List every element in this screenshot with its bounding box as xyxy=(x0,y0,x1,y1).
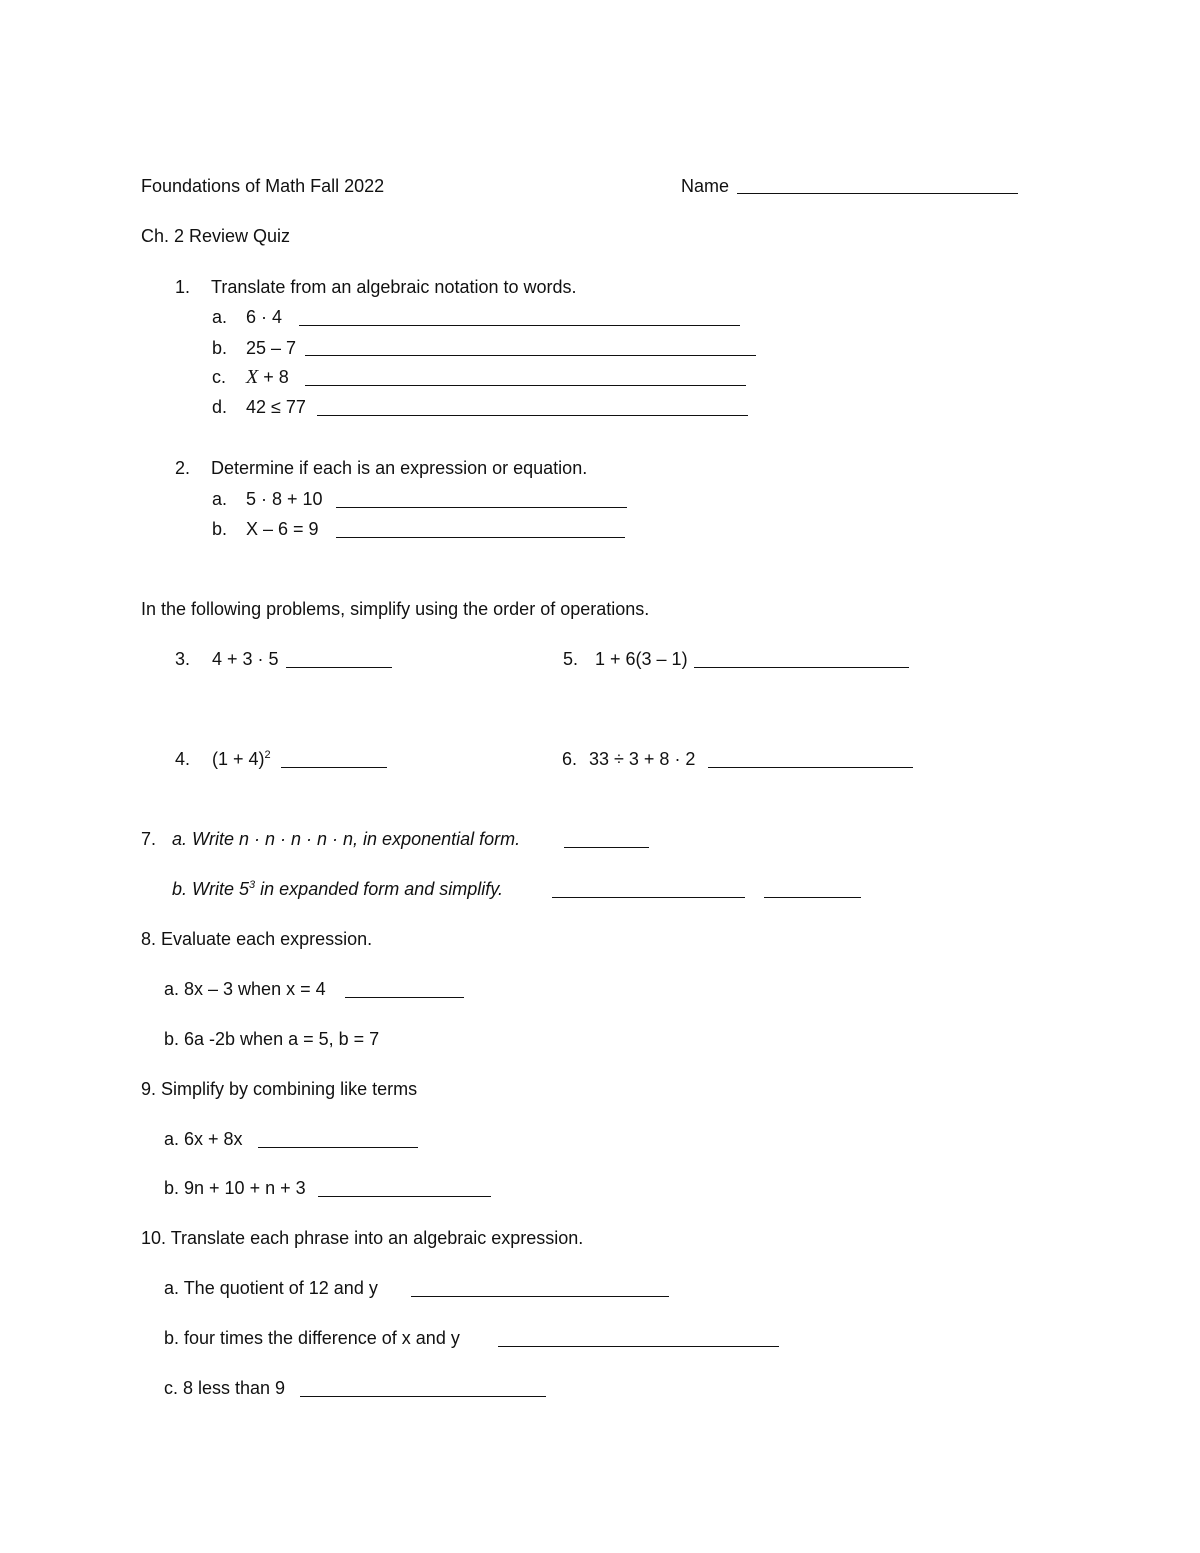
q7-number: 7. xyxy=(141,829,157,849)
q1b-expression: 25 – 7 xyxy=(246,338,297,358)
q1-prompt: Translate from an algebraic notation to words. xyxy=(211,277,577,297)
q7b-simplified-blank[interactable] xyxy=(764,897,861,898)
q2a-letter: a. xyxy=(212,489,228,509)
q3-number: 3. xyxy=(175,649,191,669)
q6-expression: 33 ÷ 3 + 8 · 2 xyxy=(589,749,696,769)
q8a-answer-blank[interactable] xyxy=(345,997,464,998)
q10b-text: b. four times the difference of x and y xyxy=(164,1328,460,1348)
q1a-expression: 6 · 4 xyxy=(246,307,283,327)
q8a-text: a. 8x – 3 when x = 4 xyxy=(164,979,326,999)
q7b-text-post: in expanded form and simplify. xyxy=(255,879,503,899)
q1a-answer-blank[interactable] xyxy=(299,325,740,326)
q9b-answer-blank[interactable] xyxy=(318,1196,491,1197)
q1b-answer-blank[interactable] xyxy=(305,355,756,356)
q1b-letter: b. xyxy=(212,338,228,358)
q1c-answer-blank[interactable] xyxy=(305,385,746,386)
q7a-answer-blank[interactable] xyxy=(564,847,649,848)
q2b-expression: X – 6 = 9 xyxy=(246,519,319,539)
q4-base: (1 + 4) xyxy=(212,749,265,769)
q6-answer-blank[interactable] xyxy=(708,767,913,768)
q4-exponent: 2 xyxy=(264,749,271,761)
name-blank[interactable] xyxy=(737,193,1018,194)
q9a-answer-blank[interactable] xyxy=(258,1147,418,1148)
order-of-operations-instructions: In the following problems, simplify using the order of operations. xyxy=(141,599,650,619)
q4-number: 4. xyxy=(175,749,191,769)
q4-answer-blank[interactable] xyxy=(281,767,387,768)
q1-number: 1. xyxy=(175,277,191,297)
q10c-text: c. 8 less than 9 xyxy=(164,1378,286,1398)
name-label: Name xyxy=(681,176,730,196)
q5-answer-blank[interactable] xyxy=(694,667,909,668)
q1d-letter: d. xyxy=(212,397,228,417)
q8b-text: b. 6a -2b when a = 5, b = 7 xyxy=(164,1029,380,1049)
q2a-expression: 5 · 8 + 10 xyxy=(246,489,323,509)
q10-prompt: 10. Translate each phrase into an algebraic expression. xyxy=(141,1228,584,1248)
q10a-text: a. The quotient of 12 and y xyxy=(164,1278,378,1298)
q10c-answer-blank[interactable] xyxy=(300,1396,546,1397)
course-title: Foundations of Math Fall 2022 xyxy=(141,176,385,196)
q3-answer-blank[interactable] xyxy=(286,667,392,668)
q10a-answer-blank[interactable] xyxy=(411,1296,669,1297)
q7a-text: a. Write n · n · n · n · n, in exponential form. xyxy=(172,829,521,849)
q9a-text: a. 6x + 8x xyxy=(164,1129,243,1149)
q8-prompt: 8. Evaluate each expression. xyxy=(141,929,373,949)
q7b-expanded-blank[interactable] xyxy=(552,897,745,898)
q2a-answer-blank[interactable] xyxy=(336,507,627,508)
q2-number: 2. xyxy=(175,458,191,478)
q1c-expression-rest: + 8 xyxy=(258,367,289,387)
q1d-answer-blank[interactable] xyxy=(317,415,748,416)
q9-prompt: 9. Simplify by combining like terms xyxy=(141,1079,418,1099)
q1c-variable: X xyxy=(246,366,259,388)
q1a-letter: a. xyxy=(212,307,228,327)
q7b-exponent: 3 xyxy=(249,879,256,891)
q3-expression: 4 + 3 · 5 xyxy=(212,649,279,669)
q10b-answer-blank[interactable] xyxy=(498,1346,779,1347)
q1c-expression xyxy=(246,366,289,388)
q4-expression xyxy=(212,748,271,770)
q2-prompt: Determine if each is an expression or equation. xyxy=(211,458,588,478)
q2b-letter: b. xyxy=(212,519,228,539)
q2b-answer-blank[interactable] xyxy=(336,537,625,538)
q1c-letter: c. xyxy=(212,367,227,387)
q5-number: 5. xyxy=(563,649,579,669)
quiz-title: Ch. 2 Review Quiz xyxy=(141,226,291,246)
q9b-text: b. 9n + 10 + n + 3 xyxy=(164,1178,306,1198)
q7b-text xyxy=(172,878,503,900)
q1d-expression: 42 ≤ 77 xyxy=(246,397,306,417)
q5-expression: 1 + 6(3 – 1) xyxy=(595,649,688,669)
q7b-text-pre: b. Write 5 xyxy=(172,879,250,899)
q6-number: 6. xyxy=(562,749,578,769)
